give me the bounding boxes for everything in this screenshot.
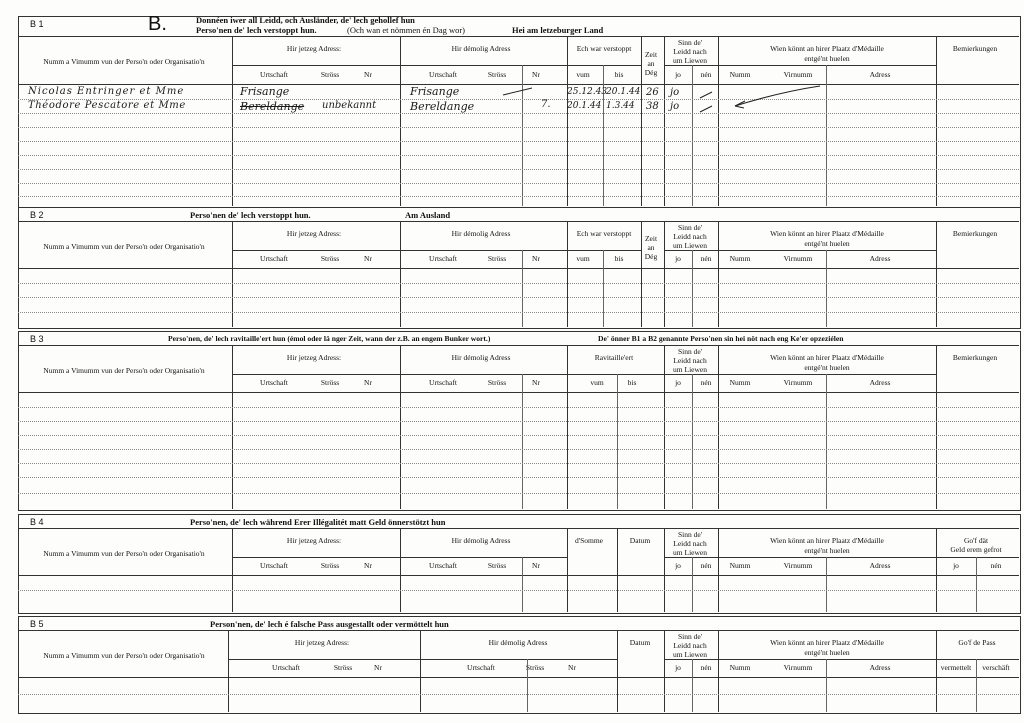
header-nr: Nr [532,70,540,79]
header-stross: Ströss [320,378,340,387]
header-virnumm: Virnumm [783,70,813,79]
header-vermettelt: vermettelt [940,663,972,672]
header-current-address: Hir jetzeg Adress: [286,229,342,238]
header-vum: vum [590,378,604,387]
header-sinn: Sinn de' [677,223,703,232]
header-urtschaft: Urtschaft [429,254,457,263]
header-name: Numm a Vimumm vun der Perso'n oder Organisatio'n [43,366,205,375]
header-demolig-address: Hir démolig Adress [451,229,511,238]
header-nr: Nr [364,70,372,79]
header-nr: Nr [364,561,372,570]
header-numm: Numm [729,663,751,672]
header-jo: jo [675,254,681,263]
header-demolig-address: Hir démolig Adress [451,353,511,362]
header-current-address: Hir jetzeg Adress: [286,536,342,545]
entry-old-town: Frisange [410,85,460,98]
header-bis: bis [627,378,637,387]
section-title-b3: Perso'nen, de' lech ravitaille'ert hun (émol oder lä nger Zeit, wann der z.B. an engem Bunker wort.) [168,334,491,343]
header-stross: Ströss [333,663,353,672]
header-zeit: Zeit [644,50,658,59]
header-jo: jo [675,378,681,387]
header-nr: Nr [532,254,540,263]
section-id-b4: B 4 [30,517,44,527]
header-gof: Go'f dät [963,536,989,545]
header-numm: Numm [729,378,751,387]
header-name: Numm a Vimumm vun der Perso'n oder Organisatio'n [43,242,205,251]
header-sinn: um Liewen [673,650,707,659]
entry-jo: jo [670,101,680,112]
entry-current-street: unbekannt [322,100,377,111]
header-medal: entgé'nt huelen [804,363,850,372]
header-stross: Ströss [487,70,507,79]
header-demolig-address: Hir démolig Adress [488,638,548,647]
header-bis: bis [614,254,624,263]
header-medal: Wien könnt an hirer Plaatz d'Médaille [770,44,884,53]
header-adress: Adress [869,378,891,387]
section-title-b1: Perso'nen de' lech verstoppt hun. [196,25,317,35]
header-virnumm: Virnumm [783,378,813,387]
header-sinn: Sinn de' [677,530,703,539]
header-nr: Nr [374,663,382,672]
header-urtschaft: Urtschaft [429,70,457,79]
header-sinn: Leidd nach [673,232,707,241]
entry-name: Théodore Pescatore et Mme [28,100,186,111]
header-jo: jo [675,561,681,570]
entry-to: 20.1.44 [606,87,641,97]
header-sinn: Leidd nach [673,539,707,548]
header-verschaft: verschäft [982,663,1010,672]
header-urtschaft: Urtschaft [467,663,495,672]
entry-days: 26 [646,87,659,98]
header-adress: Adress [869,561,891,570]
header-medal: Wien könnt an hirer Plaatz d'Médaille [770,353,884,362]
header-somme: d'Somme [574,536,604,545]
header-stross: Ströss [487,561,507,570]
header-numm: Numm [729,70,751,79]
section-note-b3: De' önner B1 a B2 genannte Perso'nen sin hei nöt nach eng Ke'er opzeziélen [598,334,844,343]
header-stross: Ströss [487,378,507,387]
header-hidden: Ech war verstoppt [576,229,632,238]
header-name: Numm a Vimumm vun der Perso'n oder Organisatio'n [43,651,205,660]
header-sinn: um Liewen [673,241,707,250]
header-bemierkungen: Bemierkungen [952,229,998,238]
header-pass: Go'f de Pass [958,638,996,647]
header-nr: Nr [532,378,540,387]
header-adress: Adress [869,254,891,263]
header-nr: Nr [364,378,372,387]
entry-days: 38 [646,101,659,112]
header-urtschaft: Urtschaft [429,378,457,387]
header-an: an [647,59,655,68]
entry-current-town: Frisange [240,85,290,98]
header-medal: entgé'nt huelen [804,239,850,248]
header-medal: entgé'nt huelen [804,648,850,657]
header-adress: Adress [869,663,891,672]
header-zeit: Zeit [644,234,658,243]
header-urtschaft: Urtschaft [272,663,300,672]
header-medal: entgé'nt huelen [804,54,850,63]
header-vum: vum [576,254,590,263]
header-nr: Nr [364,254,372,263]
header-numm: Numm [729,254,751,263]
header-current-address: Hir jetzeg Adress: [286,44,342,53]
entry-to: 1.3.44 [606,101,635,111]
header-current-address: Hir jetzeg Adress: [294,638,350,647]
section-location-b2: Am Ausland [405,210,451,220]
header-sinn: um Liewen [673,548,707,557]
header-virnumm: Virnumm [783,254,813,263]
header-adress: Adress [869,70,891,79]
header-nen: nén [700,254,712,263]
entry-old-nr: 7. [541,99,551,110]
header-sinn: Sinn de' [677,38,703,47]
entry-from: 25.12.43 [567,87,608,97]
header-sinn: Leidd nach [673,356,707,365]
header-nen: nén [700,378,712,387]
header-bemierkungen: Bemierkungen [952,353,998,362]
header-stross: Ströss [487,254,507,263]
header-deg: Dég [644,68,658,77]
header-virnumm: Virnumm [783,663,813,672]
header-nr: Nr [568,663,576,672]
header-stross: Ströss [525,663,545,672]
header-hidden: Ech war verstoppt [576,44,632,53]
header-current-address: Hir jetzeg Adress: [286,353,342,362]
header-sinn: Sinn de' [677,632,703,641]
section-subtitle-b1: (Och wan et nömmen én Dag wor) [347,25,466,35]
header-demolig-address: Hir démolig Adress [451,44,511,53]
header-vum: vum [576,70,590,79]
section-id-b3: B 3 [30,334,44,344]
entry-jo: jo [670,87,680,98]
header-stross: Ströss [320,561,340,570]
header-stross: Ströss [320,70,340,79]
section-letter-b: B. [148,13,167,35]
header-nen: nén [700,70,712,79]
header-name: Numm a Vimumm vun der Perso'n oder Organisatio'n [43,57,205,66]
entry-old-town: Bereldange [410,100,475,113]
header-sinn: Sinn de' [677,347,703,356]
header-datum: Datum [629,536,651,545]
header-deg: Dég [644,252,658,261]
header-nen: nén [990,561,1002,570]
header-stross: Ströss [320,254,340,263]
header-sinn: Leidd nach [673,641,707,650]
section-id-b2: B 2 [30,210,44,220]
entry-from: 20.1.44 [567,101,602,111]
header-name: Numm a Vimumm vun der Perso'n oder Organisatio'n [43,549,205,558]
header-medal: Wien könnt an hirer Plaatz d'Médaille [770,638,884,647]
entry-name: Nicolas Entringer et Mme [28,86,185,97]
header-nr: Nr [532,561,540,570]
header-datum: Datum [629,638,651,647]
header-urtschaft: Urtschaft [260,561,288,570]
header-jo: jo [675,663,681,672]
header-urtschaft: Urtschaft [260,378,288,387]
header-bis: bis [614,70,624,79]
header-nen: nén [700,663,712,672]
header-demolig-address: Hir démolig Adress [451,536,511,545]
header-jo: jo [953,561,959,570]
header-urtschaft: Urtschaft [260,254,288,263]
header-jo: jo [675,70,681,79]
section-title-b5: Person'nen, de' lech é falsche Pass ausgestallt oder vermöttelt hun [210,619,449,629]
form-title: Donnéen iwer all Leidd, och Ausländer, de' lech gehollef hun [196,15,415,25]
section-location-b1: Hei am letzeburger Land [512,25,604,35]
header-urtschaft: Urtschaft [429,561,457,570]
header-ravitailleert: Ravitaille'ert [594,353,634,362]
section-id-b5: B 5 [30,619,44,629]
header-sinn: Leidd nach [673,47,707,56]
header-virnumm: Virnumm [783,561,813,570]
header-sinn: um Liewen [673,365,707,374]
header-medal: Wien könnt an hirer Plaatz d'Médaille [770,229,884,238]
section-id-b1: B 1 [30,19,44,29]
header-medal: entgé'nt huelen [804,546,850,555]
section-title-b4: Perso'nen, de' lech während Erer Illégalitét matt Geld önnerstötzt hun [190,517,446,527]
header-gof: Geld erem gefrot [950,545,1002,554]
header-bemierkungen: Bemierkungen [952,44,998,53]
header-numm: Numm [729,561,751,570]
section-title-b2: Perso'nen de' lech verstoppt hun. [190,210,311,220]
header-medal: Wien könnt an hirer Plaatz d'Médaille [770,536,884,545]
header-sinn: um Liewen [673,56,707,65]
header-urtschaft: Urtschaft [260,70,288,79]
header-nen: nén [700,561,712,570]
entry-current-town: Bereldange [240,100,305,113]
header-an: an [647,243,655,252]
